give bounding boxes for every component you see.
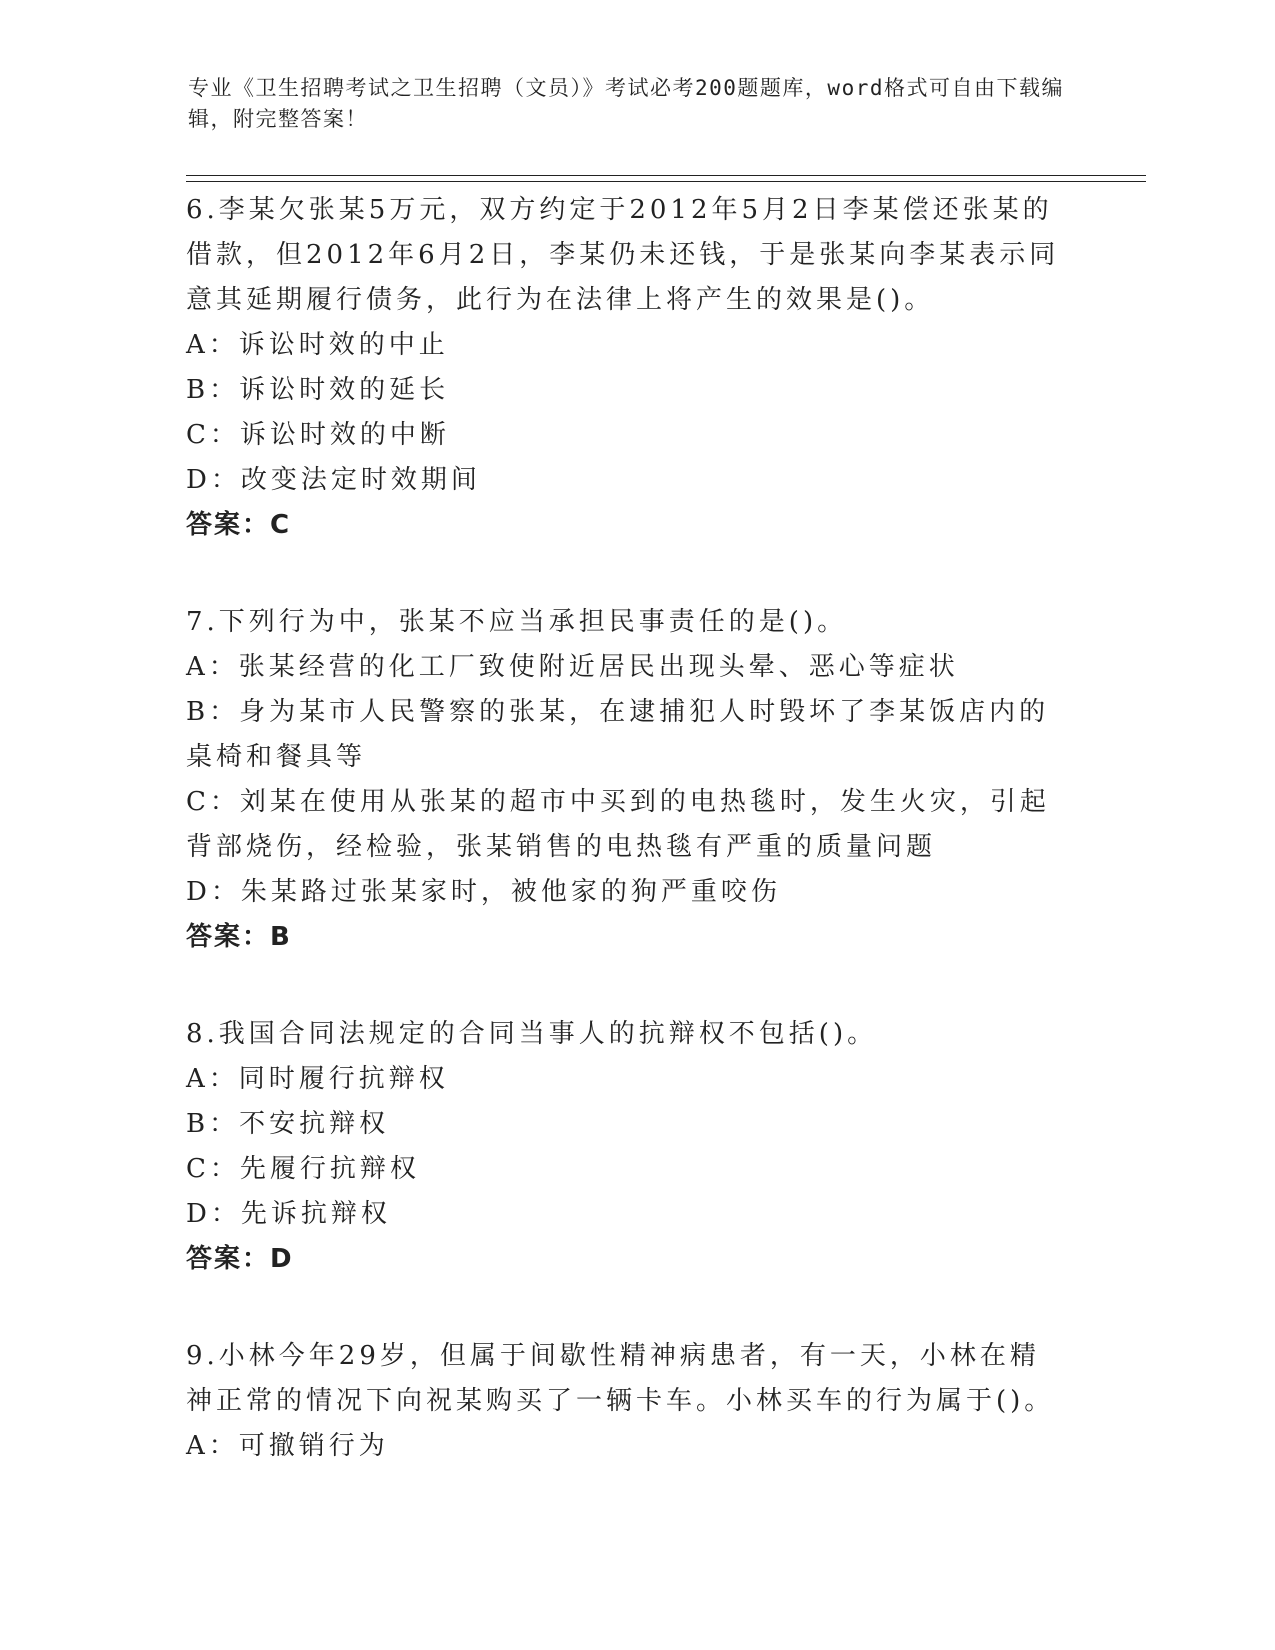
answer-line: 答案：C	[186, 510, 292, 540]
option-d: D：改变法定时效期间	[186, 465, 481, 495]
header-divider-bottom	[186, 181, 1146, 182]
option-b: B：诉讼时效的延长	[186, 375, 450, 405]
question-stem: 9.小林今年29岁，但属于间歇性精神病患者，有一天，小林在精神正常的情况下向祝某购买了一辆卡车。小林买车的行为属于()。	[186, 1341, 1055, 1416]
question-list	[186, 188, 1066, 1469]
question-7	[186, 600, 1066, 960]
option-d: D：朱某路过张某家时，被他家的狗严重咬伤	[186, 877, 781, 907]
question-6	[186, 188, 1066, 548]
option-c: C：诉讼时效的中断	[186, 420, 450, 450]
option-a: A：张某经营的化工厂致使附近居民出现头晕、恶心等症状	[186, 652, 959, 682]
option-a: A：诉讼时效的中止	[186, 330, 449, 360]
option-d: D：先诉抗辩权	[186, 1199, 391, 1229]
answer-line: 答案：D	[186, 1244, 294, 1274]
option-b: B：不安抗辩权	[186, 1109, 390, 1139]
option-a: A：可撤销行为	[186, 1431, 389, 1461]
question-stem: 6.李某欠张某5万元，双方约定于2012年5月2日李某偿还张某的借款，但2012年6月2日，李某仍未还钱，于是张某向李某表示同意其延期履行债务，此行为在法律上将产生的效果是()。	[186, 195, 1060, 315]
question-9	[186, 1334, 1066, 1469]
option-c: C：刘某在使用从张某的超市中买到的电热毯时，发生火灾，引起背部烧伤，经检验，张某销售的电热毯有严重的质量问题	[186, 787, 1050, 862]
header-divider-top	[186, 175, 1146, 176]
option-c: C：先履行抗辩权	[186, 1154, 420, 1184]
question-stem: 8.我国合同法规定的合同当事人的抗辩权不包括()。	[186, 1019, 878, 1049]
question-stem: 7.下列行为中，张某不应当承担民事责任的是()。	[186, 607, 848, 637]
question-8	[186, 1012, 1066, 1282]
option-b: B：身为某市人民警察的张某，在逮捕犯人时毁坏了李某饭店内的桌椅和餐具等	[186, 697, 1050, 772]
answer-line: 答案：B	[186, 922, 292, 952]
document-header: 专业《卫生招聘考试之卫生招聘（文员）》考试必考200题题库，word格式可自由下载编辑，附完整答案！	[188, 76, 1064, 131]
option-a: A：同时履行抗辩权	[186, 1064, 449, 1094]
